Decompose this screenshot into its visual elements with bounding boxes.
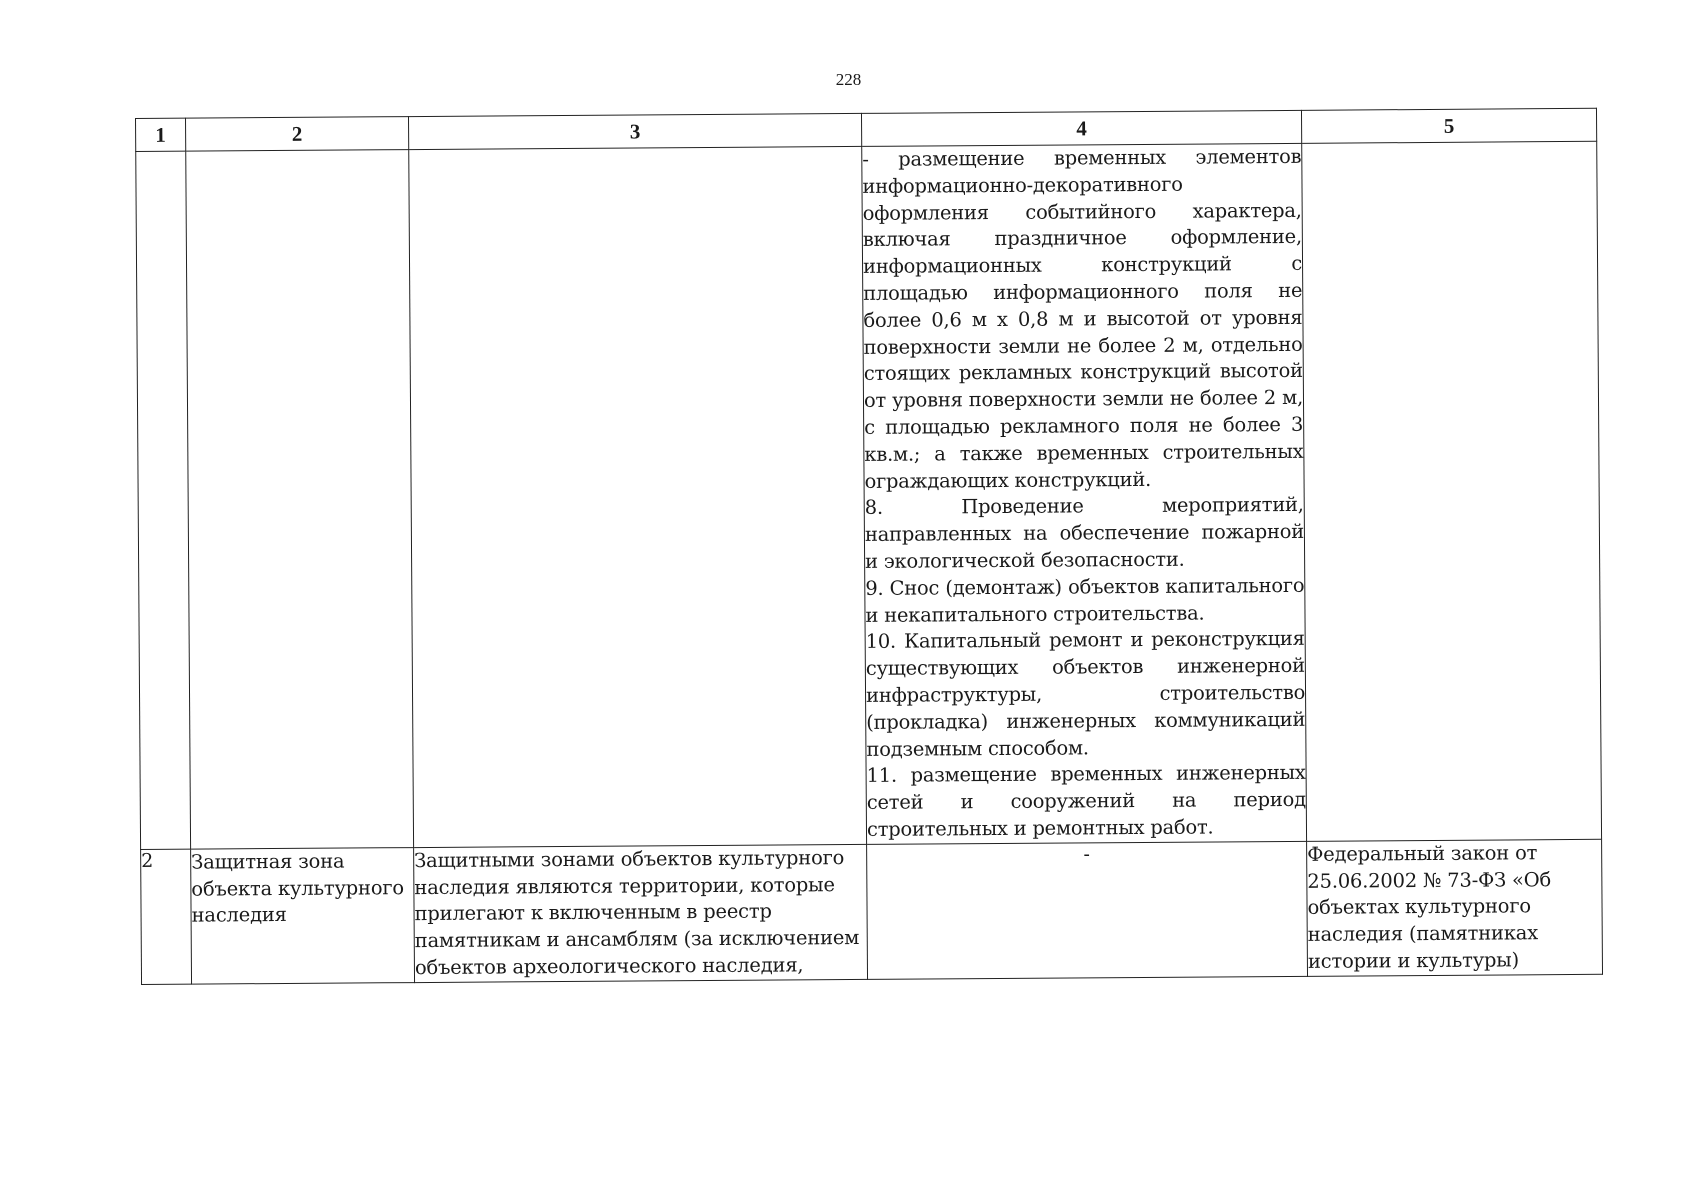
page-number: 228	[835, 70, 862, 89]
regulations-table	[135, 108, 1603, 985]
zone-regulations: -	[867, 841, 1308, 979]
table-row	[141, 839, 1603, 984]
column-header-4: 4	[861, 110, 1301, 146]
column-header-2: 2	[186, 117, 409, 152]
cell-law-continued	[1302, 141, 1602, 841]
regulation-paragraph: 10. Капитальный ремонт и реконструкция существующих объектов инженерной инфраструктуры, строительство (прокладка) инженерных коммуникаций подземным способом.	[865, 627, 1306, 761]
cell-number-continued	[136, 151, 191, 849]
regulation-paragraph: - размещение временных элементов информационно-декоративного оформления событийного характера, включая праздничное оформление, информационных конструкций с площадью информационного поля не более 0,6 м х 0,8 м и высотой от уровня поверхности земли не более 2 м, отдельно стоящих рекламных конструкций высотой от уровня поверхности земли не более 2 м, с площадью рекламного поля не более 3 кв.м.; а также временных строительных ограждающих конструкций.	[862, 144, 1304, 493]
cell-regulations-continued	[862, 143, 1307, 844]
zone-description: Защитными зонами объектов культурного наследия являются территории, которые прилегают к включенным в реестр памятникам и ансамблям (за исключением объектов археологического наследия,	[414, 844, 868, 982]
zone-law-reference: Федеральный закон от 25.06.2002 № 73-ФЗ «Об объектах культурного наследия (памятниках истории и культуры)	[1307, 839, 1603, 976]
row-number: 2	[141, 849, 192, 984]
table-row	[136, 141, 1602, 849]
column-header-1: 1	[136, 118, 186, 151]
regulation-paragraph: 9. Снос (демонтаж) объектов капитального и некапитального строительства.	[865, 573, 1305, 627]
regulation-paragraph: 11. размещение временных инженерных сетей и сооружений на период строительных и ремонтных работ.	[866, 761, 1306, 841]
regulation-paragraph: 8. Проведение мероприятий, направленных на обеспечение пожарной и экологической безопасности.	[864, 493, 1304, 573]
cell-name-continued	[186, 150, 414, 849]
column-header-3: 3	[408, 113, 861, 149]
zone-name: Защитная зона объекта культурного наследия	[191, 847, 415, 984]
column-header-5: 5	[1301, 108, 1596, 143]
cell-description-continued	[409, 146, 867, 847]
